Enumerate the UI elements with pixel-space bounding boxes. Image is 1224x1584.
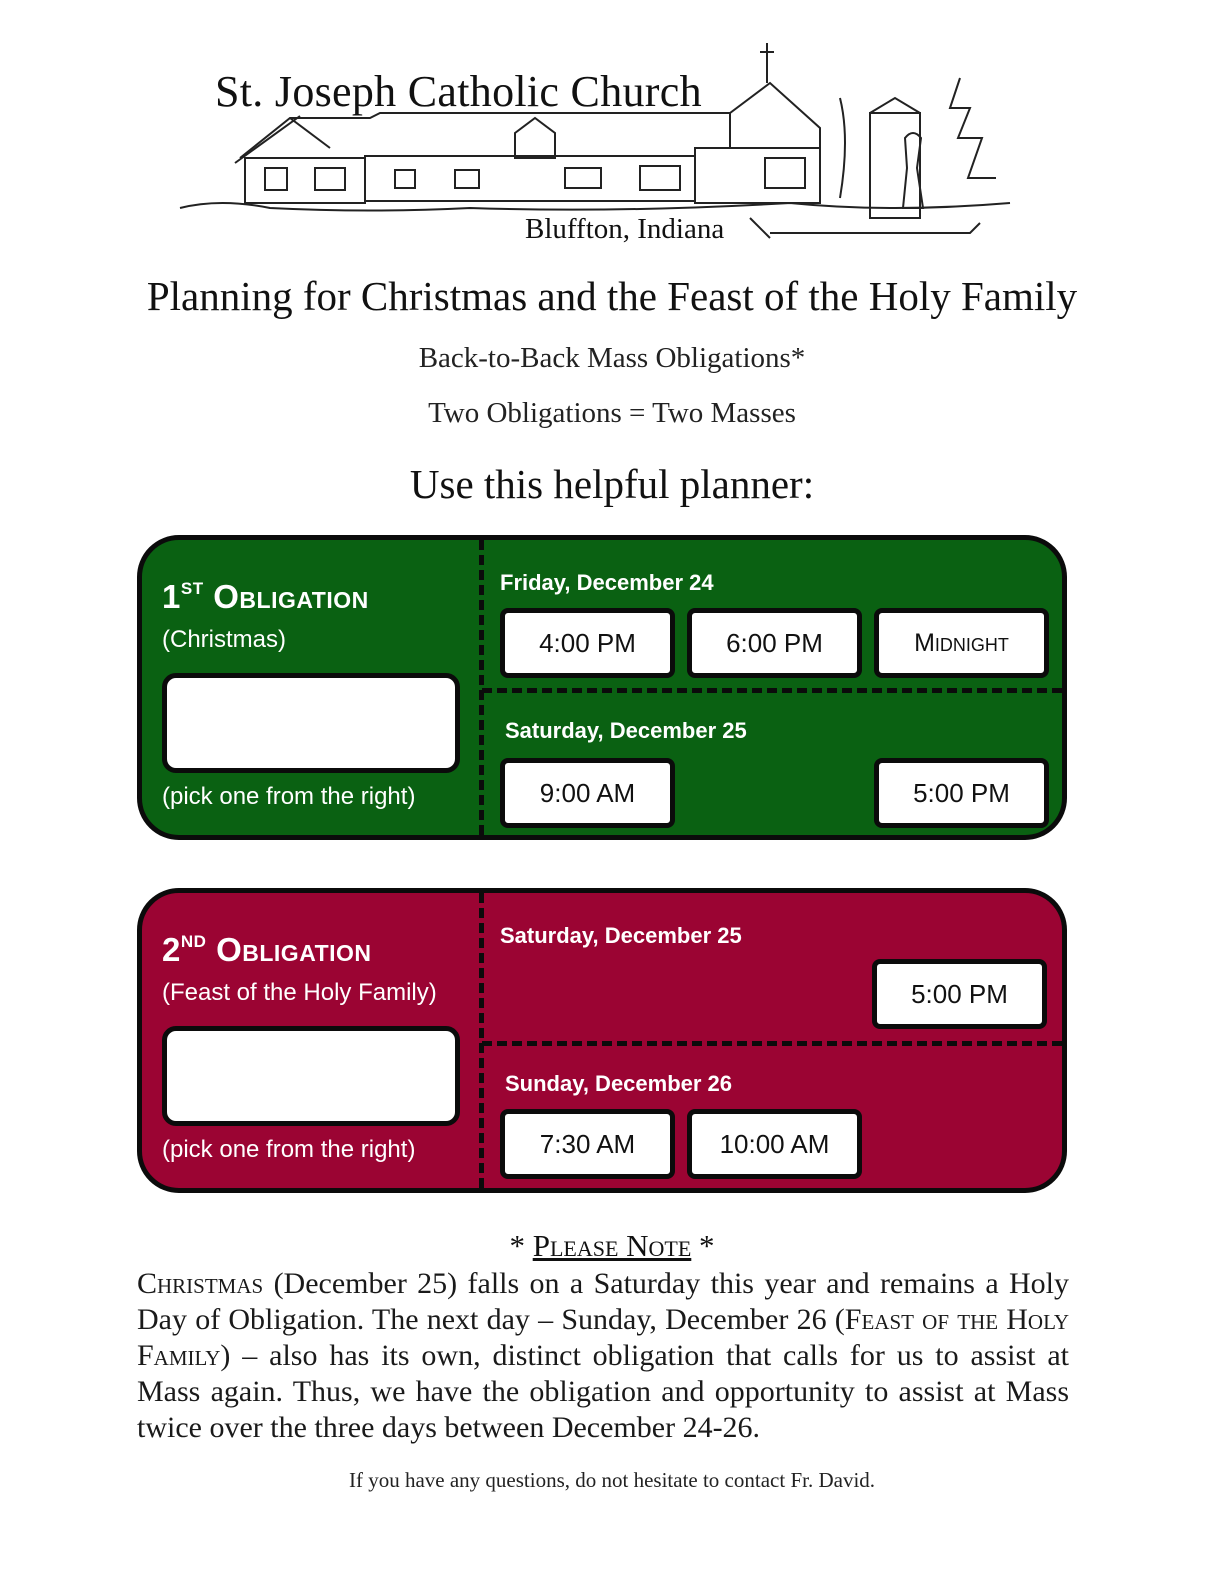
subtitle-mass-obligations: Back-to-Back Mass Obligations* xyxy=(418,342,806,374)
first-obligation-answer-box[interactable] xyxy=(162,673,460,773)
pick-instruction: (pick one from the right) xyxy=(162,783,416,810)
first-obligation-subtitle: (Christmas) xyxy=(162,626,286,653)
second-obligation-panel xyxy=(137,888,1067,1193)
note-heading: * Please Note * xyxy=(509,1228,715,1263)
day-label-saturday: Saturday, December 25 xyxy=(505,718,747,743)
first-obligation-title: 1ST Obligation xyxy=(162,578,369,615)
time-option-5pm[interactable]: 5:00 PM xyxy=(874,758,1049,828)
time-option-5pm[interactable]: 5:00 PM xyxy=(872,959,1047,1029)
subtitle-two-masses: Two Obligations = Two Masses xyxy=(428,397,796,429)
time-option-9am[interactable]: 9:00 AM xyxy=(500,758,675,828)
time-option-730am[interactable]: 7:30 AM xyxy=(500,1109,675,1179)
church-logo xyxy=(170,38,1040,253)
time-option-4pm[interactable]: 4:00 PM xyxy=(500,608,675,678)
time-option-6pm[interactable]: 6:00 PM xyxy=(687,608,862,678)
horizontal-divider xyxy=(482,688,1062,693)
horizontal-divider xyxy=(482,1041,1062,1046)
church-location: Bluffton, Indiana xyxy=(525,213,725,245)
pick-instruction: (pick one from the right) xyxy=(162,1136,416,1163)
contact-footer: If you have any questions, do not hesitate to contact Fr. David. xyxy=(348,1468,876,1492)
page-title: Planning for Christmas and the Feast of the Holy Family xyxy=(146,273,1078,319)
second-obligation-answer-box[interactable] xyxy=(162,1026,460,1126)
time-option-midnight[interactable]: Midnight xyxy=(874,608,1049,678)
second-obligation-title: 2ND Obligation xyxy=(162,931,372,968)
note-body: Christmas (December 25) falls on a Saturday this year and remains a Holy Day of Obligation. The next day – Sunday, December 26 (Feast of the Holy Family) – also has its own, distinct obligation that calls for us to assist at Mass again. Thus, we have the obligation and opportunity to assist at Mass twice over the three days between December 24-26. xyxy=(137,1267,1069,1444)
church-name: St. Joseph Catholic Church xyxy=(215,67,702,116)
day-label-sunday: Sunday, December 26 xyxy=(505,1071,733,1096)
day-label-saturday: Saturday, December 25 xyxy=(500,923,742,948)
christmas-term: Christmas xyxy=(137,1267,264,1300)
feast-term: Feast of the Holy Family xyxy=(137,1303,1069,1372)
day-label-friday: Friday, December 24 xyxy=(500,570,714,595)
time-option-10am[interactable]: 10:00 AM xyxy=(687,1109,862,1179)
first-obligation-panel xyxy=(137,535,1067,840)
second-obligation-subtitle: (Feast of the Holy Family) xyxy=(162,979,437,1006)
planner-title: Use this helpful planner: xyxy=(409,461,815,507)
